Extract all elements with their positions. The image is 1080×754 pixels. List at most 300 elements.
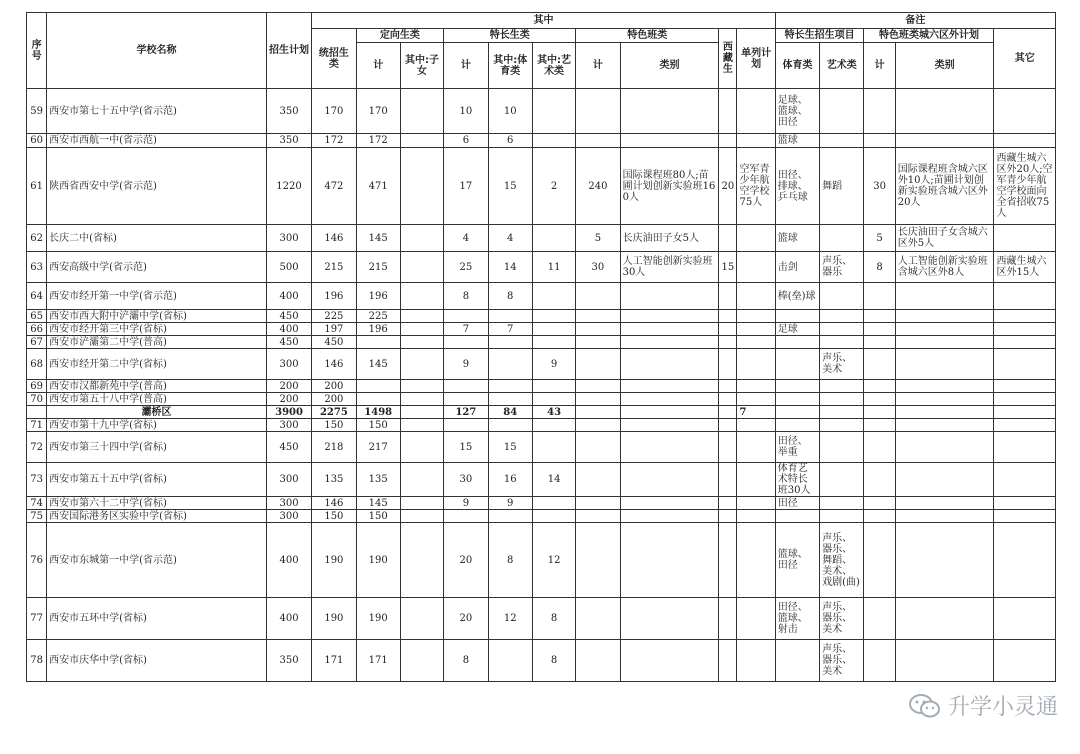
cell-f-total: 5: [576, 225, 620, 252]
cell-unified: 150: [312, 419, 356, 432]
cell-s-total: 4: [444, 225, 488, 252]
cell-p-art: 声乐、器乐: [820, 252, 864, 283]
cell-d-child: [400, 336, 443, 349]
cell-d-total: 135: [356, 463, 400, 497]
cell-d-total: 145: [356, 225, 400, 252]
cell-o-cat: [895, 310, 994, 323]
cell-tibet: [719, 310, 737, 323]
cell-name: 西安市西大附中浐灞中学(省标): [47, 310, 267, 323]
cell-f-cat: [620, 310, 719, 323]
header-directed: 定向生类: [356, 29, 444, 43]
cell-s-total: 7: [444, 323, 488, 336]
cell-s-sport: [488, 310, 532, 323]
cell-f-cat: [620, 463, 719, 497]
cell-other: [994, 349, 1056, 380]
cell-s-sport: 4: [488, 225, 532, 252]
watermark-text: 升学小灵通: [947, 695, 1058, 720]
cell-other: [994, 89, 1056, 134]
cell-single: [737, 523, 775, 598]
cell-o-cat: [895, 393, 994, 406]
cell-d-total: 196: [356, 283, 400, 310]
cell-s-sport: 14: [488, 252, 532, 283]
cell-s-art: [532, 393, 575, 406]
cell-tibet: [719, 225, 737, 252]
cell-d-child: [400, 225, 443, 252]
cell-s-art: [532, 380, 575, 393]
cell-idx: 66: [27, 323, 47, 336]
cell-o-total: [864, 89, 895, 134]
header-specialty-arts: 其中:艺术类: [532, 43, 575, 89]
cell-name: 长庆二中(省标): [47, 225, 267, 252]
cell-unified: 200: [312, 393, 356, 406]
cell-tibet: 20: [719, 148, 737, 225]
cell-plan: 200: [266, 393, 311, 406]
cell-s-art: 8: [532, 598, 575, 640]
cell-o-total: 5: [864, 225, 895, 252]
cell-f-total: [576, 497, 620, 510]
cell-d-total: 217: [356, 432, 400, 463]
cell-o-cat: [895, 640, 994, 682]
cell-d-total: 145: [356, 497, 400, 510]
cell-p-sport: [775, 640, 819, 682]
cell-d-child: [400, 89, 443, 134]
cell-single: [737, 419, 775, 432]
cell-o-total: [864, 323, 895, 336]
cell-idx: 65: [27, 310, 47, 323]
cell-s-sport: 7: [488, 323, 532, 336]
cell-single: [737, 323, 775, 336]
cell-f-total: [576, 89, 620, 134]
cell-d-child: [400, 393, 443, 406]
cell-name: 西安市第五十八中学(普高): [47, 393, 267, 406]
cell-tibet: [719, 89, 737, 134]
cell-single: [737, 598, 775, 640]
cell-tibet: [719, 598, 737, 640]
cell-plan: 500: [266, 252, 311, 283]
cell-idx: 67: [27, 336, 47, 349]
cell-s-art: [532, 283, 575, 310]
cell-d-child: [400, 432, 443, 463]
cell-o-cat: [895, 89, 994, 134]
cell-p-sport: [775, 510, 819, 523]
cell-other: [994, 323, 1056, 336]
cell-unified: 146: [312, 349, 356, 380]
table-row: [27, 134, 1056, 148]
table-row: [27, 89, 1056, 134]
cell-d-child: [400, 523, 443, 598]
cell-p-sport: 篮球、田径: [775, 523, 819, 598]
cell-f-total: [576, 336, 620, 349]
cell-tibet: [719, 419, 737, 432]
cell-tibet: [719, 393, 737, 406]
cell-f-total: [576, 406, 620, 419]
cell-p-art: [820, 134, 864, 148]
cell-plan: 350: [266, 89, 311, 134]
cell-tibet: [719, 349, 737, 380]
cell-d-child: [400, 148, 443, 225]
cell-tibet: [719, 463, 737, 497]
cell-p-sport: 篮球: [775, 225, 819, 252]
cell-other: [994, 406, 1056, 419]
cell-plan: 200: [266, 380, 311, 393]
cell-s-total: 17: [444, 148, 488, 225]
cell-f-total: [576, 393, 620, 406]
cell-p-sport: 棒(垒)球: [775, 283, 819, 310]
cell-f-total: 240: [576, 148, 620, 225]
cell-tibet: [719, 640, 737, 682]
cell-single: [737, 336, 775, 349]
header-single: 单列计划: [737, 29, 775, 89]
cell-s-total: [444, 419, 488, 432]
table-row: [27, 283, 1056, 310]
cell-d-total: 215: [356, 252, 400, 283]
cell-unified: 172: [312, 134, 356, 148]
cell-p-sport: 田径、排球、乒乓球: [775, 148, 819, 225]
cell-other: 西藏生城六区外15人: [994, 252, 1056, 283]
cell-o-cat: [895, 134, 994, 148]
cell-s-art: [532, 419, 575, 432]
cell-name: 西安市第三十四中学(省标): [47, 432, 267, 463]
cell-d-child: [400, 463, 443, 497]
cell-o-total: [864, 380, 895, 393]
cell-p-art: [820, 283, 864, 310]
cell-d-total: 172: [356, 134, 400, 148]
cell-idx: 60: [27, 134, 47, 148]
header-index: 序号: [27, 13, 47, 89]
cell-s-total: 25: [444, 252, 488, 283]
cell-plan: 400: [266, 323, 311, 336]
cell-p-art: [820, 380, 864, 393]
cell-p-art: [820, 463, 864, 497]
header-project-sports: 体育类: [775, 43, 819, 89]
cell-o-total: [864, 510, 895, 523]
cell-plan: 300: [266, 497, 311, 510]
cell-s-total: [444, 380, 488, 393]
cell-f-total: [576, 510, 620, 523]
cell-o-total: [864, 463, 895, 497]
header-among: 其中: [312, 13, 776, 29]
cell-idx: 64: [27, 283, 47, 310]
cell-s-sport: 16: [488, 463, 532, 497]
cell-plan: 300: [266, 463, 311, 497]
cell-single: 7: [737, 406, 775, 419]
cell-plan: 300: [266, 349, 311, 380]
cell-s-total: 10: [444, 89, 488, 134]
cell-o-cat: 人工智能创新实验班含城六区外8人: [895, 252, 994, 283]
cell-plan: 450: [266, 310, 311, 323]
cell-tibet: [719, 510, 737, 523]
cell-name: 西安市经开第三中学(省标): [47, 323, 267, 336]
cell-idx: [27, 406, 47, 419]
cell-tibet: 15: [719, 252, 737, 283]
cell-o-cat: [895, 283, 994, 310]
table-row: [27, 380, 1056, 393]
cell-p-sport: 篮球: [775, 134, 819, 148]
cell-plan: 300: [266, 225, 311, 252]
cell-unified: 150: [312, 510, 356, 523]
table-body: [27, 89, 1056, 682]
cell-p-sport: [775, 349, 819, 380]
cell-single: [737, 463, 775, 497]
table-row: [27, 252, 1056, 283]
header-feature-category: 类别: [620, 43, 719, 89]
cell-plan: 300: [266, 510, 311, 523]
table-row: [27, 393, 1056, 406]
cell-s-total: [444, 310, 488, 323]
cell-d-child: [400, 419, 443, 432]
cell-d-child: [400, 349, 443, 380]
cell-o-total: [864, 336, 895, 349]
header-feature: 特色班类: [576, 29, 719, 43]
cell-single: [737, 640, 775, 682]
cell-o-total: [864, 497, 895, 510]
cell-d-total: 145: [356, 349, 400, 380]
cell-f-cat: [620, 497, 719, 510]
district-subtotal-row: [27, 406, 1056, 419]
cell-name: 西安市东城第一中学(省示范): [47, 523, 267, 598]
cell-single: [737, 510, 775, 523]
cell-s-sport: [488, 510, 532, 523]
header-directed-total: 计: [356, 43, 400, 89]
cell-name: 西安市经开第二中学(省标): [47, 349, 267, 380]
cell-s-total: 30: [444, 463, 488, 497]
cell-p-art: 声乐、美术: [820, 349, 864, 380]
cell-unified: 2275: [312, 406, 356, 419]
cell-other: [994, 380, 1056, 393]
cell-s-total: [444, 393, 488, 406]
cell-f-cat: 国际课程班80人;苗圃计划创新实验班160人: [620, 148, 719, 225]
cell-s-art: 9: [532, 349, 575, 380]
cell-d-total: 150: [356, 510, 400, 523]
cell-unified: 225: [312, 310, 356, 323]
cell-s-sport: [488, 393, 532, 406]
cell-s-art: [532, 310, 575, 323]
cell-p-art: 声乐、器乐、美术: [820, 598, 864, 640]
cell-f-cat: [620, 640, 719, 682]
cell-unified: 197: [312, 323, 356, 336]
cell-p-sport: [775, 310, 819, 323]
cell-s-art: [532, 432, 575, 463]
cell-f-cat: [620, 380, 719, 393]
cell-d-total: [356, 336, 400, 349]
cell-s-art: 11: [532, 252, 575, 283]
cell-f-total: [576, 349, 620, 380]
cell-plan: 450: [266, 336, 311, 349]
cell-s-sport: 6: [488, 134, 532, 148]
cell-o-cat: [895, 497, 994, 510]
cell-tibet: [719, 406, 737, 419]
cell-o-cat: 长庆油田子女含城六区外5人: [895, 225, 994, 252]
header-feature-total: 计: [576, 43, 620, 89]
cell-p-art: [820, 323, 864, 336]
header-school-name: 学校名称: [47, 13, 267, 89]
cell-single: [737, 432, 775, 463]
cell-f-cat: [620, 283, 719, 310]
header-directed-children: 其中:子女: [400, 43, 443, 89]
cell-tibet: [719, 283, 737, 310]
header-project-arts: 艺术类: [820, 43, 864, 89]
cell-tibet: [719, 432, 737, 463]
cell-d-child: [400, 323, 443, 336]
header-plan: 招生计划: [266, 13, 311, 89]
cell-other: [994, 598, 1056, 640]
cell-p-art: [820, 406, 864, 419]
cell-single: [737, 310, 775, 323]
table-row: [27, 432, 1056, 463]
cell-f-cat: [620, 432, 719, 463]
cell-p-art: [820, 432, 864, 463]
cell-unified: 196: [312, 283, 356, 310]
cell-o-total: [864, 406, 895, 419]
table-row: [27, 310, 1056, 323]
cell-idx: 74: [27, 497, 47, 510]
cell-other: [994, 225, 1056, 252]
cell-name: 西安市五环中学(省标): [47, 598, 267, 640]
cell-o-cat: [895, 419, 994, 432]
cell-f-total: [576, 432, 620, 463]
table-row: [27, 225, 1056, 252]
cell-idx: 59: [27, 89, 47, 134]
cell-tibet: [719, 523, 737, 598]
cell-p-art: [820, 419, 864, 432]
cell-plan: 350: [266, 134, 311, 148]
cell-f-total: [576, 523, 620, 598]
cell-s-sport: 8: [488, 283, 532, 310]
table-header: [27, 13, 1056, 89]
cell-p-art: [820, 497, 864, 510]
cell-tibet: [719, 497, 737, 510]
cell-s-total: 15: [444, 432, 488, 463]
header-outside: 特色班类城六区外计划: [864, 29, 994, 43]
cell-f-total: [576, 598, 620, 640]
cell-s-art: 43: [532, 406, 575, 419]
cell-other: [994, 419, 1056, 432]
cell-o-cat: [895, 432, 994, 463]
cell-other: [994, 393, 1056, 406]
cell-s-sport: 15: [488, 432, 532, 463]
cell-plan: 1220: [266, 148, 311, 225]
table-row: [27, 148, 1056, 225]
cell-s-total: 9: [444, 497, 488, 510]
cell-idx: 78: [27, 640, 47, 682]
cell-p-sport: [775, 419, 819, 432]
cell-f-cat: 人工智能创新实验班30人: [620, 252, 719, 283]
cell-p-sport: [775, 380, 819, 393]
cell-other: [994, 432, 1056, 463]
cell-name: 西安市第六十二中学(省标): [47, 497, 267, 510]
cell-o-total: [864, 523, 895, 598]
cell-other: [994, 336, 1056, 349]
cell-unified: 215: [312, 252, 356, 283]
cell-unified: 171: [312, 640, 356, 682]
cell-unified: 190: [312, 523, 356, 598]
cell-single: 空军青少年航空学校75人: [737, 148, 775, 225]
cell-d-total: 1498: [356, 406, 400, 419]
cell-unified: 146: [312, 497, 356, 510]
cell-unified: 450: [312, 336, 356, 349]
cell-d-child: [400, 510, 443, 523]
cell-other: [994, 510, 1056, 523]
cell-single: [737, 225, 775, 252]
header-outside-category: 类别: [895, 43, 994, 89]
cell-other: [994, 523, 1056, 598]
cell-o-cat: [895, 523, 994, 598]
cell-o-total: [864, 134, 895, 148]
cell-o-cat: [895, 349, 994, 380]
cell-plan: 400: [266, 523, 311, 598]
cell-d-child: [400, 380, 443, 393]
cell-plan: 350: [266, 640, 311, 682]
cell-plan: 400: [266, 598, 311, 640]
header-specialty: 特长生类: [444, 29, 576, 43]
cell-d-child: [400, 497, 443, 510]
watermark: [908, 690, 1058, 721]
table-row: [27, 510, 1056, 523]
cell-o-total: [864, 283, 895, 310]
table-row: [27, 497, 1056, 510]
cell-d-child: [400, 283, 443, 310]
cell-o-cat: [895, 463, 994, 497]
cell-single: [737, 349, 775, 380]
cell-p-art: [820, 336, 864, 349]
cell-name: 西安市汉都新苑中学(普高): [47, 380, 267, 393]
cell-d-child: [400, 310, 443, 323]
table-row: [27, 640, 1056, 682]
cell-s-total: 9: [444, 349, 488, 380]
cell-o-cat: 国际课程班含城六区外10人;苗圃计划创新实验班含城六区外20人: [895, 148, 994, 225]
wechat-icon: [908, 693, 942, 719]
cell-d-total: 150: [356, 419, 400, 432]
cell-d-child: [400, 406, 443, 419]
cell-d-total: 171: [356, 640, 400, 682]
cell-p-art: 舞蹈: [820, 148, 864, 225]
cell-p-sport: [775, 393, 819, 406]
cell-f-total: [576, 380, 620, 393]
cell-d-child: [400, 598, 443, 640]
cell-idx: 61: [27, 148, 47, 225]
cell-s-sport: 8: [488, 523, 532, 598]
cell-plan: 400: [266, 283, 311, 310]
cell-unified: 472: [312, 148, 356, 225]
cell-p-sport: 击剑: [775, 252, 819, 283]
cell-o-cat: [895, 510, 994, 523]
cell-o-total: [864, 310, 895, 323]
cell-other: 西藏生城六区外20人;空军青少年航空学校面向全省招收75人: [994, 148, 1056, 225]
cell-name: 西安市第七十五中学(省示范): [47, 89, 267, 134]
cell-f-cat: [620, 419, 719, 432]
cell-f-cat: 长庆油田子女5人: [620, 225, 719, 252]
cell-f-total: [576, 323, 620, 336]
cell-s-art: 12: [532, 523, 575, 598]
cell-s-art: [532, 134, 575, 148]
cell-s-total: 127: [444, 406, 488, 419]
cell-other: [994, 640, 1056, 682]
cell-single: [737, 283, 775, 310]
cell-f-total: 30: [576, 252, 620, 283]
cell-f-cat: [620, 349, 719, 380]
cell-name: 西安市经开第一中学(省示范): [47, 283, 267, 310]
cell-p-sport: 田径、篮球、射击: [775, 598, 819, 640]
cell-other: [994, 310, 1056, 323]
cell-s-total: [444, 336, 488, 349]
cell-s-sport: [488, 380, 532, 393]
cell-o-cat: [895, 406, 994, 419]
cell-s-total: 6: [444, 134, 488, 148]
cell-single: [737, 380, 775, 393]
cell-f-cat: [620, 89, 719, 134]
cell-f-cat: [620, 510, 719, 523]
cell-s-sport: 9: [488, 497, 532, 510]
